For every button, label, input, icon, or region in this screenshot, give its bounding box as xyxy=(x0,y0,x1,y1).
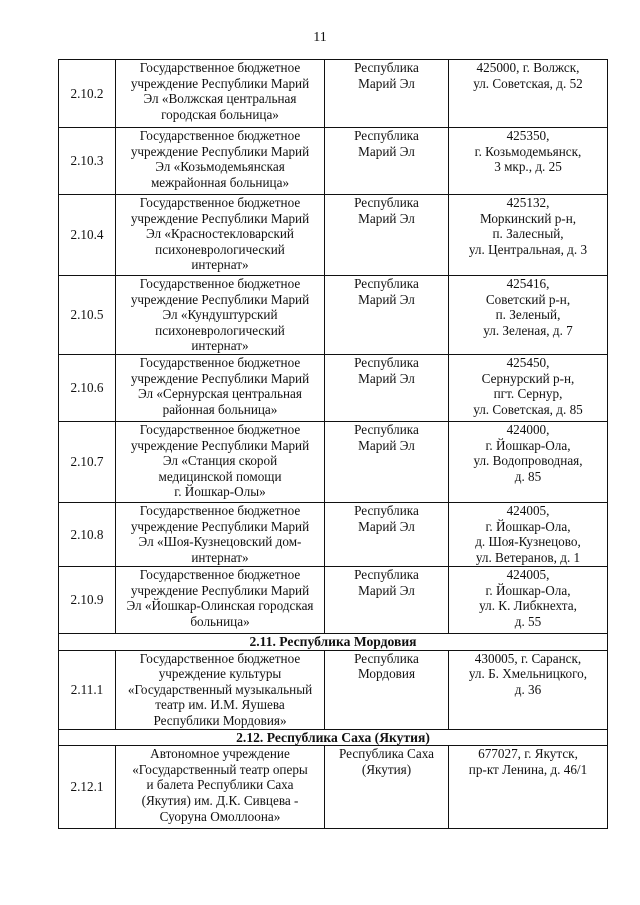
institution-address: 425450, Сернурский р-н, пгт. Сернур, ул. Советская, д. 85 xyxy=(449,355,608,422)
institution-name: Государственное бюджетное учреждение Республики Марий Эл «Йошкар-Олинская городская больница» xyxy=(116,567,325,634)
institution-name: Государственное бюджетное учреждение Республики Марий Эл «Станция скорой медицинской помощи г. Йошкар-Олы» xyxy=(116,422,325,503)
registry-table xyxy=(58,59,608,829)
row-number: 2.10.7 xyxy=(59,422,116,503)
institution-name: Государственное бюджетное учреждение Республики Марий Эл «Волжская центральная городская больница» xyxy=(116,60,325,128)
row-number: 2.10.4 xyxy=(59,195,116,276)
region-name: Республика Марий Эл xyxy=(325,60,449,128)
section-row xyxy=(59,634,608,651)
region-name: Республика Марий Эл xyxy=(325,128,449,195)
table-row xyxy=(59,60,608,128)
table-row xyxy=(59,503,608,567)
institution-name: Государственное бюджетное учреждение Республики Марий Эл «Кундуштурский психоневрологический интернат» xyxy=(116,276,325,355)
table-row xyxy=(59,276,608,355)
institution-name: Государственное бюджетное учреждение Республики Марий Эл «Сернурская центральная районная больница» xyxy=(116,355,325,422)
row-number: 2.10.5 xyxy=(59,276,116,355)
institution-address: 425416, Советский р-н, п. Зеленый, ул. Зеленая, д. 7 xyxy=(449,276,608,355)
region-name: Республика Марий Эл xyxy=(325,567,449,634)
institution-name: Государственное бюджетное учреждение Республики Марий Эл «Красностекловарский психоневрологический интернат» xyxy=(116,195,325,276)
row-number: 2.10.9 xyxy=(59,567,116,634)
region-name: Республика Марий Эл xyxy=(325,503,449,567)
table-row xyxy=(59,746,608,829)
row-number: 2.10.3 xyxy=(59,128,116,195)
table-row xyxy=(59,195,608,276)
section-row xyxy=(59,729,608,746)
row-number: 2.10.2 xyxy=(59,60,116,128)
table-row xyxy=(59,422,608,503)
institution-address: 430005, г. Саранск, ул. Б. Хмельницкого, д. 36 xyxy=(449,650,608,729)
region-name: Республика Марий Эл xyxy=(325,422,449,503)
row-number: 2.10.8 xyxy=(59,503,116,567)
region-name: Республика Марий Эл xyxy=(325,276,449,355)
institution-name: Автономное учреждение «Государственный театр оперы и балета Республики Саха (Якутия) им. Д.К. Сивцева - Суоруна Омоллоона» xyxy=(116,746,325,829)
section-title: 2.11. Республика Мордовия xyxy=(59,634,608,651)
institution-address: 425000, г. Волжск, ул. Советская, д. 52 xyxy=(449,60,608,128)
institution-address: 677027, г. Якутск, пр-кт Ленина, д. 46/1 xyxy=(449,746,608,829)
institution-address: 424005, г. Йошкар-Ола, ул. К. Либкнехта, д. 55 xyxy=(449,567,608,634)
page-number: 11 xyxy=(313,30,327,45)
table-row xyxy=(59,128,608,195)
registry-table-body xyxy=(59,60,608,829)
table-row xyxy=(59,567,608,634)
section-title: 2.12. Республика Саха (Якутия) xyxy=(59,729,608,746)
institution-address: 425350, г. Козьмодемьянск, 3 мкр., д. 25 xyxy=(449,128,608,195)
table-row xyxy=(59,650,608,729)
institution-address: 424005, г. Йошкар-Ола, д. Шоя-Кузнецово, ул. Ветеранов, д. 1 xyxy=(449,503,608,567)
row-number: 2.12.1 xyxy=(59,746,116,829)
institution-name: Государственное бюджетное учреждение Республики Марий Эл «Козьмодемьянская межрайонная больница» xyxy=(116,128,325,195)
region-name: Республика Саха (Якутия) xyxy=(325,746,449,829)
institution-name: Государственное бюджетное учреждение культуры «Государственный музыкальный театр им. И.М. Яушева Республики Мордовия» xyxy=(116,650,325,729)
region-name: Республика Мордовия xyxy=(325,650,449,729)
region-name: Республика Марий Эл xyxy=(325,355,449,422)
row-number: 2.10.6 xyxy=(59,355,116,422)
institution-address: 424000, г. Йошкар-Ола, ул. Водопроводная, д. 85 xyxy=(449,422,608,503)
row-number: 2.11.1 xyxy=(59,650,116,729)
institution-name: Государственное бюджетное учреждение Республики Марий Эл «Шоя-Кузнецовский дом- интернат» xyxy=(116,503,325,567)
table-row xyxy=(59,355,608,422)
institution-address: 425132, Моркинский р-н, п. Залесный, ул. Центральная, д. 3 xyxy=(449,195,608,276)
region-name: Республика Марий Эл xyxy=(325,195,449,276)
